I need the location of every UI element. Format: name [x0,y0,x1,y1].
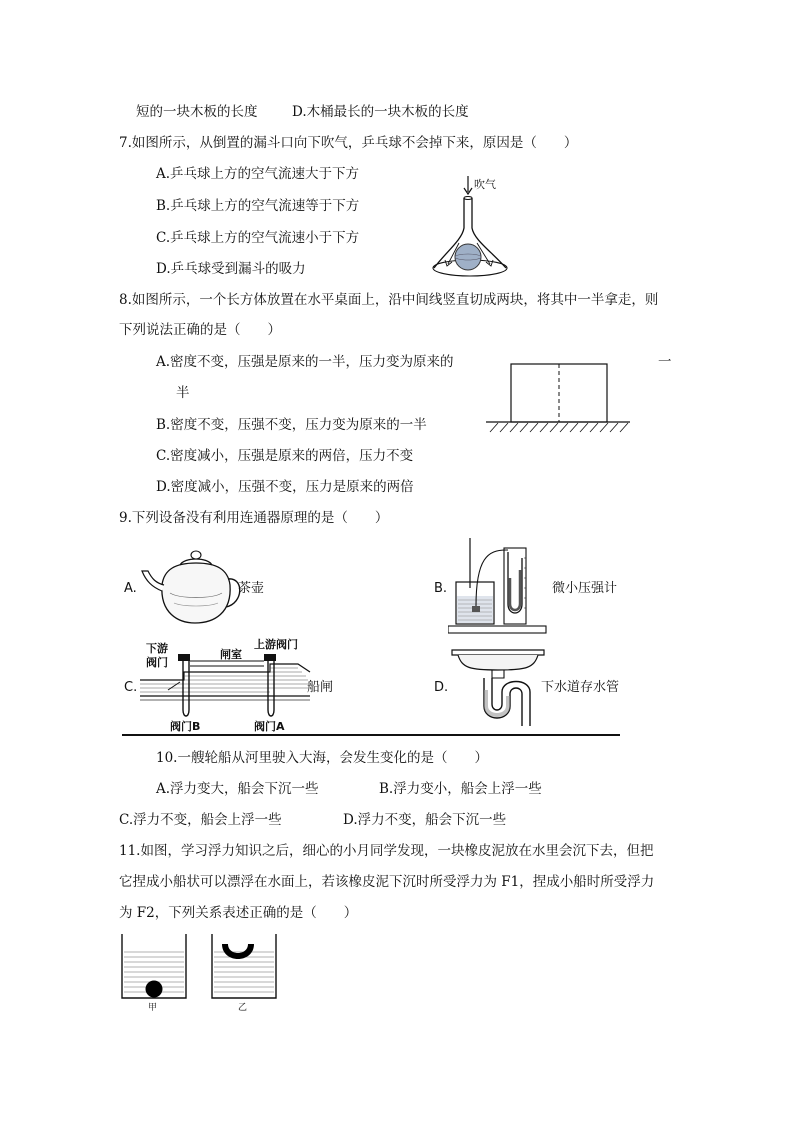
q7-option-c: C.乒乓球上方的空气流速小于下方 [156,230,360,246]
q7-funnel-figure [428,172,518,278]
q8-option-a-line2: 半 [176,385,190,401]
q11-beakers-figure [118,930,314,1012]
q10-stem: 10.一艘轮船从河里驶入大海，会发生变化的是（ ） [156,750,488,766]
pressure-gauge-figure [448,538,548,638]
q9-stem: 9.下列设备没有利用连通器原理的是（ ） [119,510,389,526]
label-jia: 甲 [148,1003,158,1012]
lock-label-downstream-2: 阀门 [146,656,168,669]
q10-option-a: A.浮力变大，船会下沉一些 [156,781,319,797]
q8-stem-line2: 下列说法正确的是（ ） [119,322,281,338]
q8-option-c: C.密度减小，压强是原来的两倍，压力不变 [156,448,414,464]
q10-option-c: C.浮力不变，船会上浮一些 [119,812,282,828]
q8-option-a-line1: A.密度不变，压强是原来的一半，压力变为原来的 [156,354,454,370]
q9-d-letter: D. [434,680,449,695]
lock-label-valve-b: 阀门B [170,720,201,733]
q9-figure-divider [122,734,620,736]
ping-pong-ball [455,244,481,270]
lock-label-chamber: 闸室 [220,648,242,661]
q9-c-letter: C. [124,680,138,695]
q8-option-d: D.密度减小，压强不变，压力是原来的两倍 [156,479,414,495]
q11-stem-line2: 它捏成小船状可以漂浮在水面上，若该橡皮泥下沉时所受浮力为 F1，捏成小船时所受浮力 [119,874,655,890]
q10-option-d: D.浮力不变，船会下沉一些 [343,812,507,828]
q7-blow-label: 吹气 [474,178,496,191]
q7-option-a: A.乒乓球上方的空气流速大于下方 [156,166,360,182]
q8-stem-line1: 8.如图所示，一个长方体放置在水平桌面上，沿中间线竖直切成两块，将其中一半拿走，则 [119,292,659,308]
q6-option-c-tail: 短的一块木板的长度 [136,104,258,120]
q7-option-b: B.乒乓球上方的空气流速等于下方 [156,198,360,214]
q8-option-a-stray-char: 一 [658,354,672,370]
teapot-figure [140,543,246,625]
q8-block-figure [486,360,632,436]
lock-label-upstream: 上游阀门 [254,638,298,651]
q11-stem-line3: 为 F2，下列关系表述正确的是（ ） [119,905,358,921]
label-yi: 乙 [238,1003,248,1012]
q9-b-letter: B. [434,581,448,596]
lock-label-valve-a: 阀门A [254,720,285,733]
q7-stem: 7.如图所示，从倒置的漏斗口向下吹气，乒乓球不会掉下来，原因是（ ） [119,135,578,151]
q9-b-name: 微小压强计 [552,581,618,596]
q9-a-letter: A. [124,581,137,596]
q8-option-b: B.密度不变，压强不变，压力变为原来的一半 [156,417,427,433]
q6-option-d: D.木桶最长的一块木板的长度 [292,104,469,120]
q9-d-name: 下水道存水管 [541,680,620,695]
q9-c-name: 船闸 [307,680,334,695]
q9-a-name: 茶壶 [238,581,265,596]
sunk-clay-ball [146,981,163,998]
q7-option-d: D.乒乓球受到漏斗的吸力 [156,261,306,277]
q10-option-b: B.浮力变小，船会上浮一些 [379,781,542,797]
q11-stem-line1: 11.如图，学习浮力知识之后，细心的小月同学发现，一块橡皮泥放在水里会沉下去，但把 [119,843,654,859]
lock-label-downstream-1: 下游 [146,642,168,655]
drain-trap-figure [450,646,546,726]
